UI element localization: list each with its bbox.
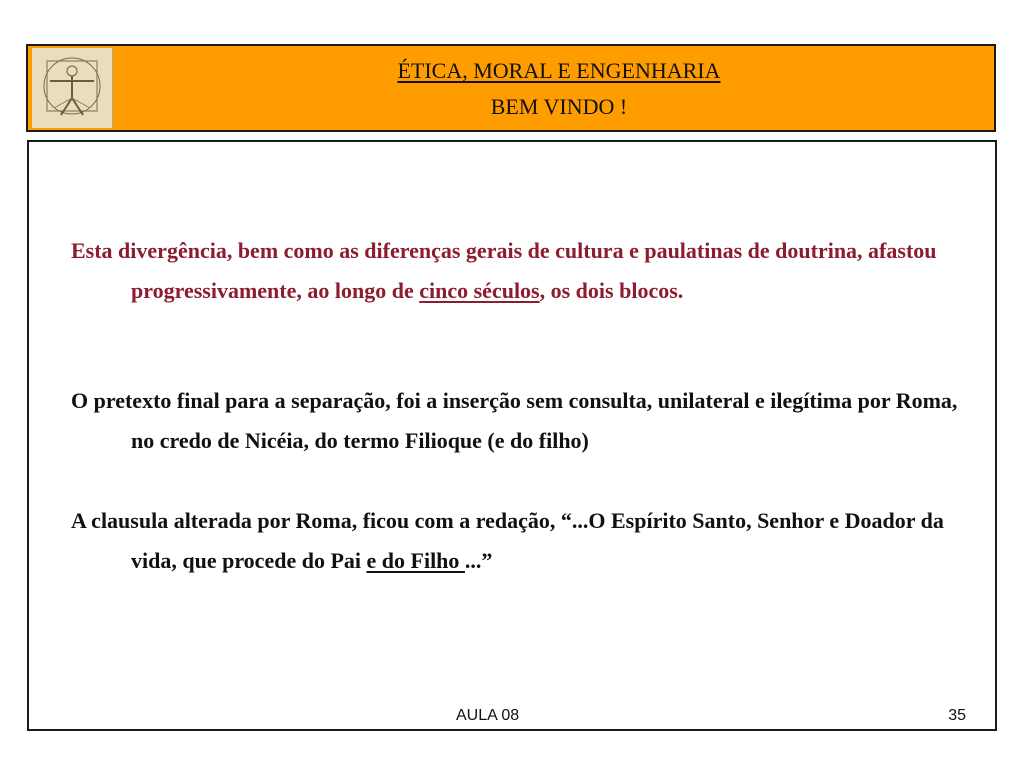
slide-title: ÉTICA, MORAL E ENGENHARIA [397, 58, 721, 83]
paragraph-text: O pretexto final para a separação, foi a inserção sem consulta, unilateral e ilegítima por Roma, no credo de Nicéia, do termo Filioque (e do filho) [71, 388, 958, 453]
underlined-text: e do Filho [366, 548, 465, 573]
paragraph-divergence [71, 231, 971, 311]
paragraph-text: , os dois blocos. [539, 278, 684, 303]
vitruvian-man-image [32, 48, 113, 128]
paragraph-text: Esta divergência, bem como as diferenças gerais de cultura e paulatinas de doutrina, afastou progressivamente, ao longo de [71, 238, 937, 303]
paragraph-text: ...” [464, 548, 493, 573]
page-number: 35 [948, 707, 966, 724]
paragraph-clause [71, 501, 971, 581]
slide-content [27, 140, 997, 731]
paragraph-text: A clausula alterada por Roma, ficou com a redação, “...O Espírito Santo, Senhor e Doador da vida, que procede do Pai [71, 508, 944, 573]
slide-header [26, 44, 996, 132]
paragraph-pretext [71, 381, 971, 461]
footer-label: AULA 08 [456, 707, 520, 724]
slide-subtitle: BEM VINDO ! [490, 94, 628, 119]
underlined-text: cinco séculos [419, 278, 540, 303]
